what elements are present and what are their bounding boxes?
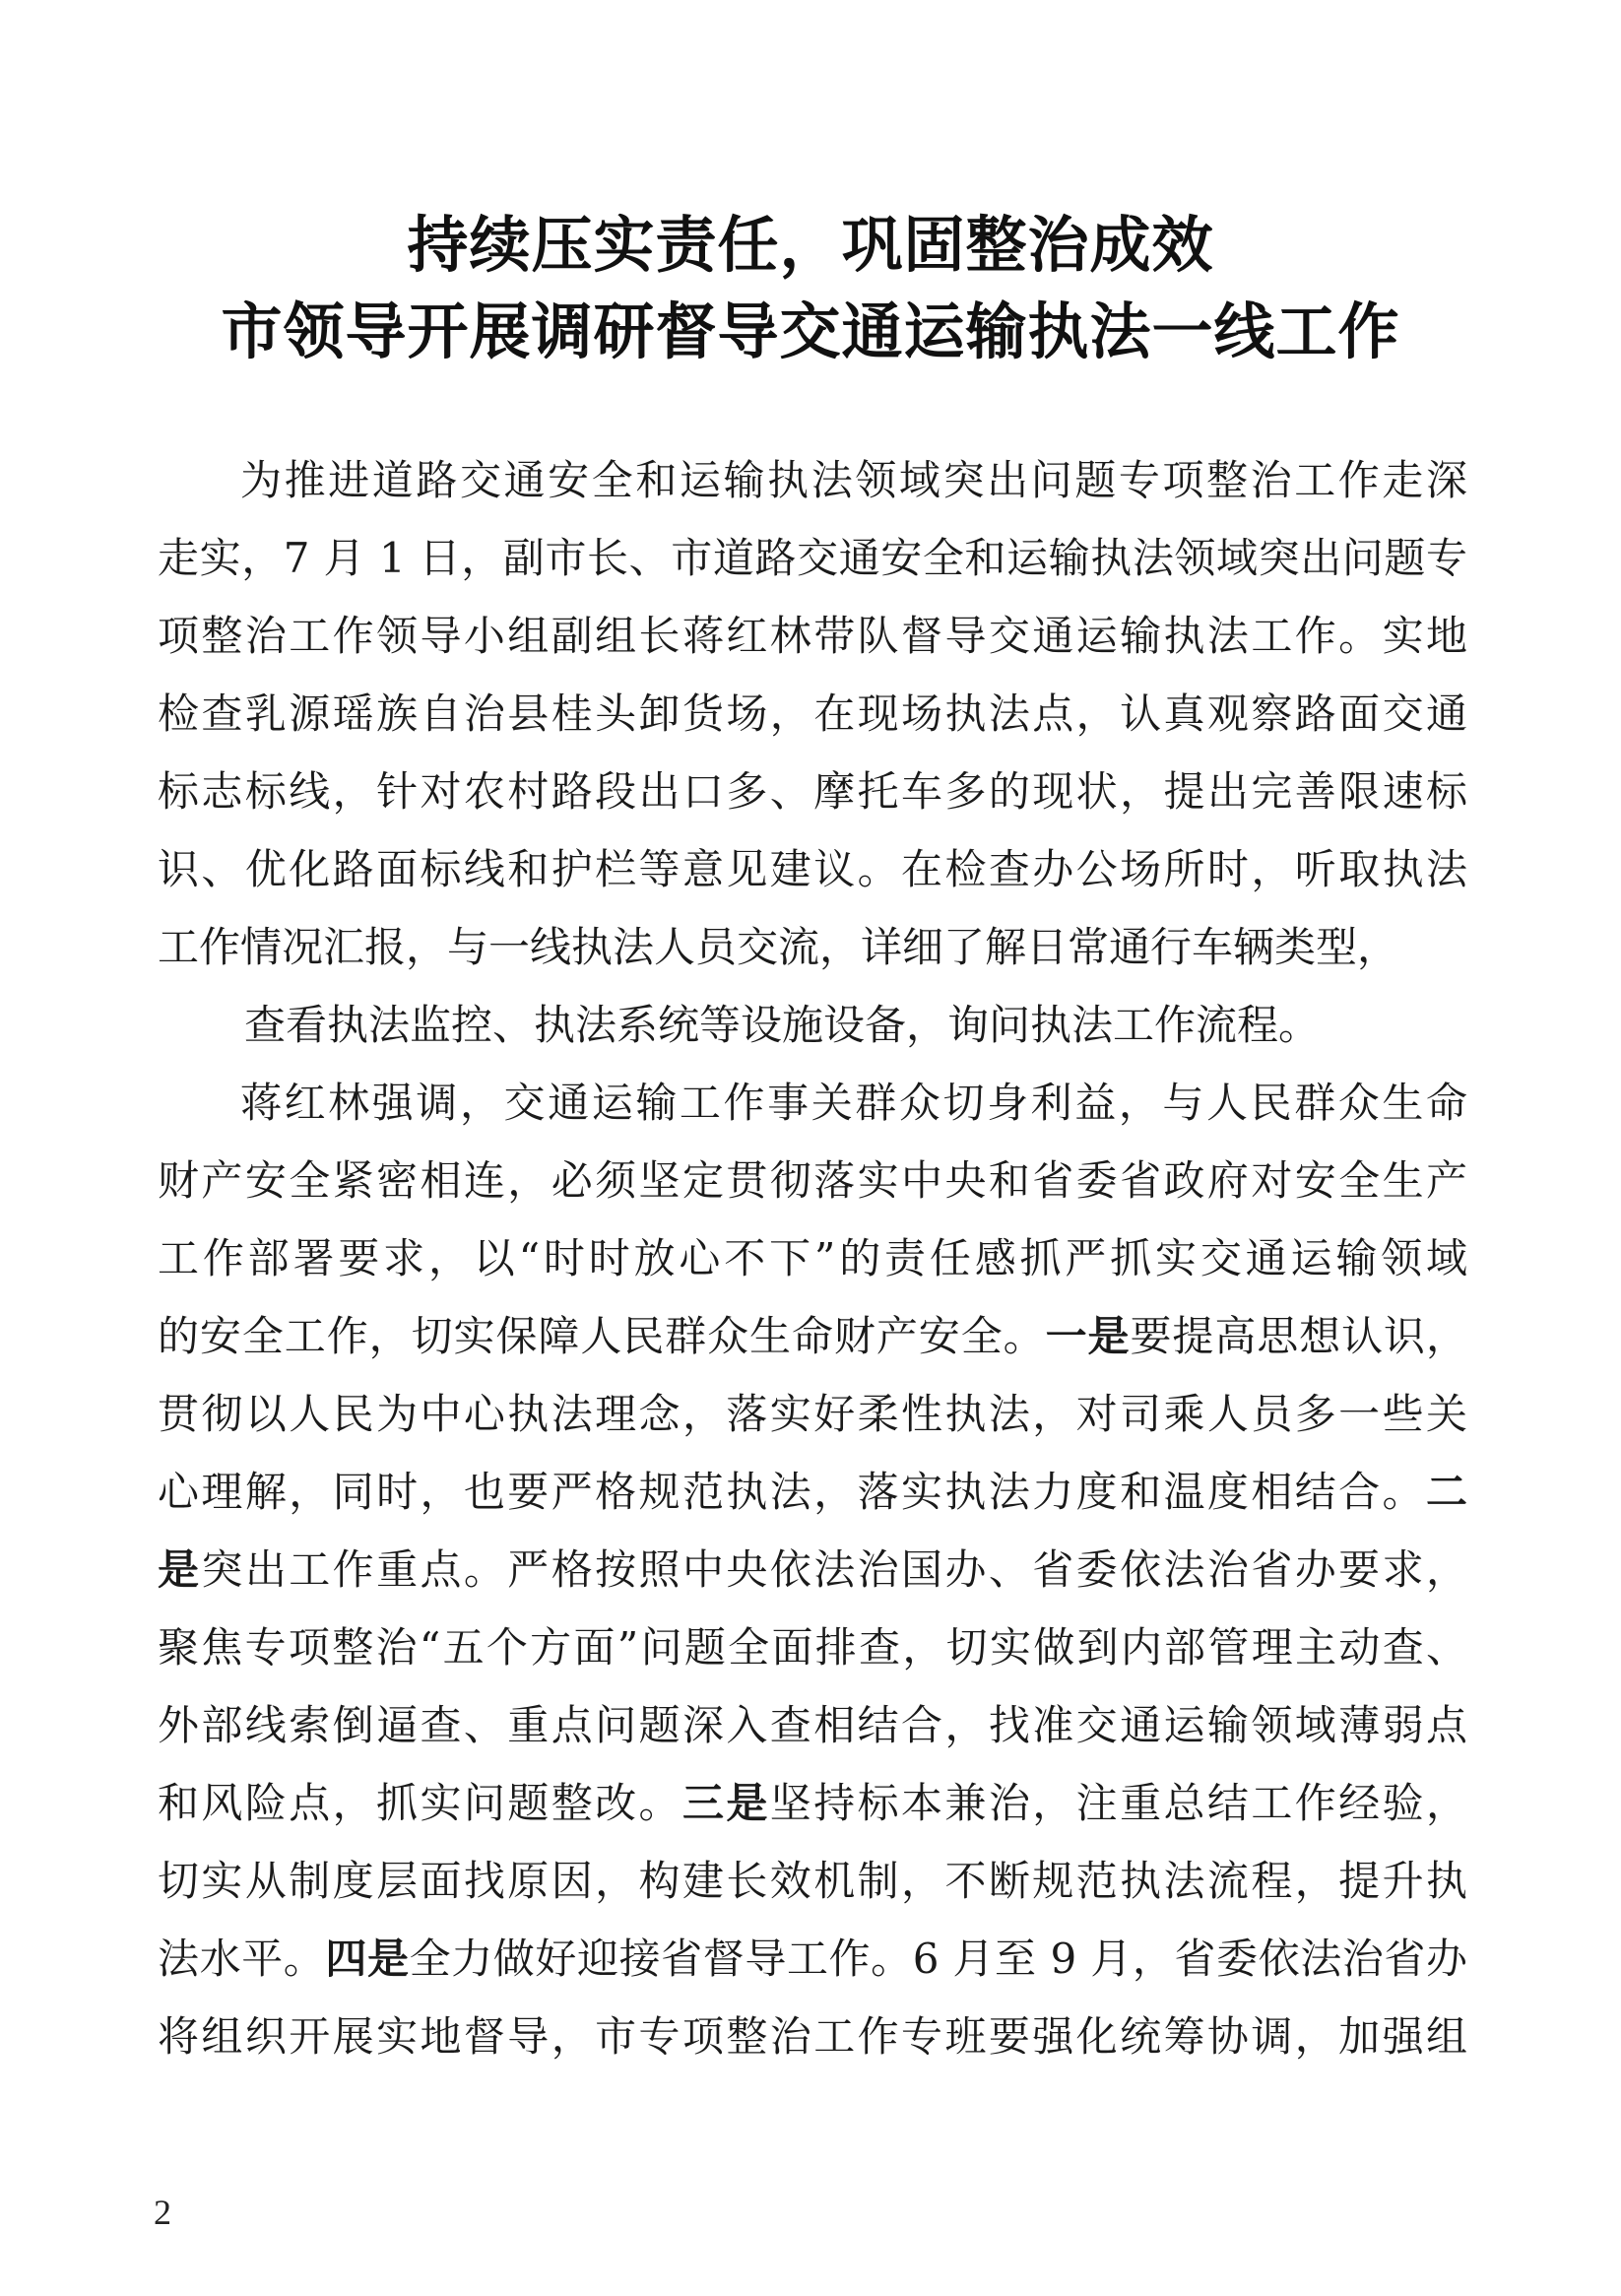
text-run: 标志标线，针对农村路段出口多、摩托车多的现状，提出完善限速标 (158, 767, 1467, 816)
text-line (158, 1297, 1467, 1375)
text-line (158, 675, 1467, 753)
text-line (158, 986, 1467, 1064)
text-run-bold: 四是 (325, 1935, 410, 1983)
text-line (158, 1764, 1467, 1842)
text-run: 蒋红林强调，交通运输工作事关群众切身利益，与人民群众生命 (240, 1079, 1467, 1127)
title-line-2: 市领导开展调研督导交通运输执法一线工作 (221, 295, 1400, 367)
text-line (158, 597, 1467, 675)
text-run-bold: 三是 (681, 1779, 770, 1827)
text-run: 和风险点，抓实问题整改。 (158, 1779, 682, 1827)
text-line (158, 1842, 1467, 1920)
text-run: 检查乳源瑶族自治县桂头卸货场，在现场执法点，认真观察路面交通 (158, 689, 1467, 738)
text-line (158, 1219, 1467, 1297)
text-run: 切实从制度层面找原因，构建长效机制，不断规范执法流程，提升执 (158, 1857, 1467, 1905)
text-run: 法水平。 (158, 1935, 326, 1983)
text-run: 工作情况汇报，与一线执法人员交流，详细了解日常通行车辆类型， (158, 923, 1399, 971)
text-run: 全力做好迎接省督导工作。6 月至 9 月，省委依法治省办 (409, 1935, 1467, 1983)
text-run-bold: 二 (1425, 1468, 1467, 1516)
page-number: 2 (154, 2193, 171, 2232)
text-run: 坚持标本兼治，注重总结工作经验， (769, 1779, 1467, 1827)
text-run: 聚焦专项整治“五个方面”问题全面排查，切实做到内部管理主动查、 (158, 1623, 1467, 1672)
paragraph-2 (158, 986, 1467, 1064)
text-run: 心理解，同时，也要严格规范执法，落实执法力度和温度相结合。 (158, 1468, 1426, 1516)
text-line (158, 1920, 1467, 1998)
text-run-bold: 一是 (1045, 1312, 1131, 1360)
text-line (158, 1998, 1467, 2075)
text-line (158, 753, 1467, 830)
text-line (158, 830, 1467, 908)
text-run: 走实，7 月 1 日，副市长、市道路交通安全和运输执法领域突出问题专 (158, 534, 1467, 582)
text-run: 的安全工作，切实保障人民群众生命财产安全。 (158, 1312, 1046, 1360)
text-line (158, 1608, 1467, 1686)
text-run: 要提高思想认识， (1130, 1312, 1467, 1360)
text-line (158, 519, 1467, 597)
text-line (158, 908, 1467, 986)
title-block (0, 202, 1621, 375)
text-line (158, 441, 1467, 519)
text-run-bold: 是 (158, 1545, 202, 1594)
text-run: 查看执法监控、执法系统等设施设备，询问执法工作流程。 (244, 1001, 1321, 1049)
text-run: 将组织开展实地督导，市专项整治工作专班要强化统筹协调，加强组 (158, 2012, 1467, 2061)
text-run: 财产安全紧密相连，必须坚定贯彻落实中央和省委省政府对安全生产 (158, 1156, 1467, 1205)
text-line (158, 1375, 1467, 1453)
text-run: 外部线索倒逼查、重点问题深入查相结合，找准交通运输领域薄弱点 (158, 1701, 1467, 1749)
text-line (158, 1686, 1467, 1764)
text-run: 工作部署要求，以“时时放心不下”的责任感抓严抓实交通运输领域 (158, 1234, 1467, 1282)
text-run: 突出工作重点。严格按照中央依法治国办、省委依法治省办要求， (201, 1545, 1467, 1594)
title-line-1: 持续压实责任，巩固整治成效 (407, 209, 1214, 281)
text-run: 贯彻以人民为中心执法理念，落实好柔性执法，对司乘人员多一些关 (158, 1390, 1467, 1438)
text-run: 为推进道路交通安全和运输执法领域突出问题专项整治工作走深 (240, 456, 1467, 504)
text-line (158, 1453, 1467, 1531)
text-run: 识、优化路面标线和护栏等意见建议。在检查办公场所时，听取执法 (158, 845, 1467, 893)
body-text (158, 441, 1467, 2075)
text-line (158, 1064, 1467, 1142)
paragraph-1 (158, 441, 1467, 986)
paragraph-3 (158, 1064, 1467, 2075)
text-line (158, 1531, 1467, 1608)
text-run: 项整治工作领导小组副组长蒋红林带队督导交通运输执法工作。实地 (158, 612, 1467, 660)
text-line (158, 1142, 1467, 1219)
